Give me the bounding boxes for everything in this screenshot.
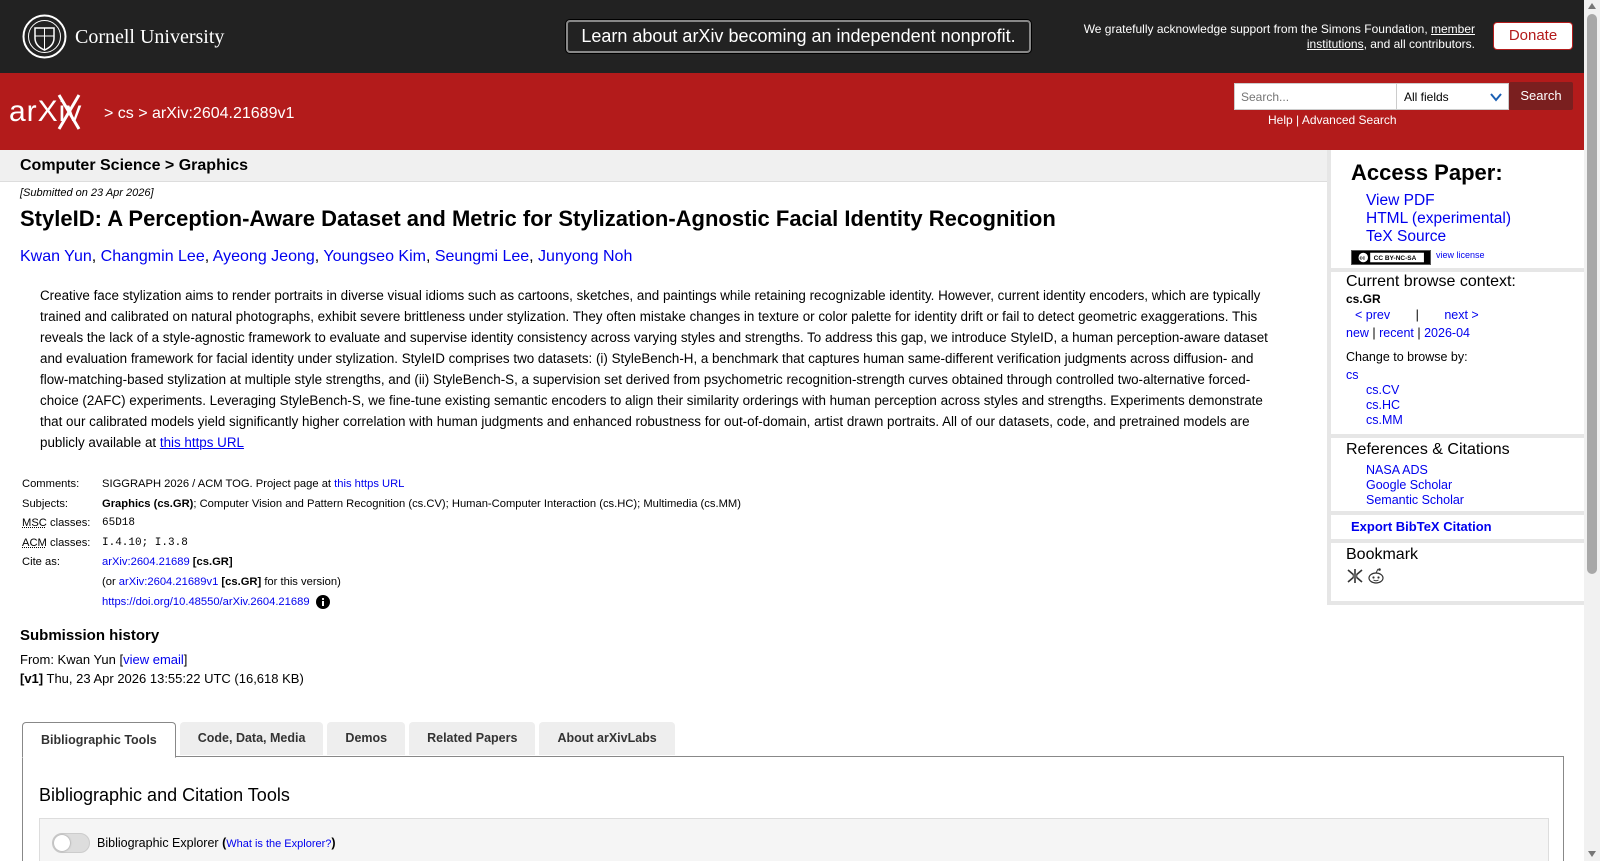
help-sep: |	[1292, 113, 1302, 127]
abstract	[40, 285, 1280, 453]
primary-subject: Graphics (cs.GR)	[102, 497, 194, 510]
html-experimental-link[interactable]: HTML (experimental)	[1366, 210, 1511, 227]
search-button[interactable]: Search	[1509, 82, 1573, 110]
view-email-link[interactable]: view email	[123, 652, 184, 667]
abstract-text: Creative face stylization aims to render portraits in diverse visual idioms such as cartoons, sketches, and paintings while retaining recognizable identity. However, current identity encoders, which are typically trained and calibrated on natural photographs, exhibit severe brittleness under stylization. They often mistake changes in texture or color palette for identity drift or fail to detect geometric exaggerations. This reveals the lack of a style-agnostic framework to evaluate and supervise identity consistency across varying styles and strengths. To address this gap, we introduce StyleID, a human perception-aware dataset and evaluation framework for facial identity under stylization. StyleID comprises two datasets: (i) StyleBench-H, a benchmark that captures human same-different verification judgments across diffusion- and flow-matching-based stylization at multiple style strengths, and (ii) StyleBench-S, a supervision set derived from psychometric recognition-strength curves obtained through controlled two-alternative forced-choice (2AFC) experiments. Leveraging StyleBench-S, we fine-tune existing semantic encoders to align their similarity orderings with human perception across styles and strengths. Experiments demonstrate that our calibrated models yield significantly higher correlation with human judgments and enhanced robustness for out-of-domain, artist drawn portraits. All of our datasets, code, and pretrained models are publicly available at	[40, 288, 1268, 450]
donate-button[interactable]: Donate	[1493, 22, 1573, 50]
prev-link[interactable]: < prev	[1355, 308, 1391, 322]
page-scrollbar[interactable]	[1584, 0, 1600, 861]
subject-header	[0, 150, 1327, 182]
cite-version-row	[20, 574, 743, 594]
bookmark-icons	[1346, 567, 1385, 585]
author-link[interactable]: Youngseo Kim	[323, 248, 426, 265]
google-scholar-link[interactable]: Google Scholar	[1366, 478, 1453, 492]
tab-about-arxivlabs[interactable]: About arXivLabs	[539, 722, 674, 755]
acm-value: I.4.10; I.3.8	[102, 536, 188, 549]
references-title: References & Citations	[1346, 441, 1510, 458]
tab-panel	[22, 756, 1564, 861]
scroll-thumb[interactable]	[1587, 14, 1597, 574]
from-pre: From: Kwan Yun [	[20, 652, 124, 667]
cc-license-badge[interactable]	[1351, 250, 1431, 265]
month-link[interactable]: 2026-04	[1424, 326, 1470, 340]
author-link[interactable]: Seungmi Lee	[434, 248, 530, 265]
toggle-knob	[54, 835, 70, 851]
submission-history-title: Submission history	[20, 627, 160, 644]
acm-label	[20, 535, 100, 555]
cite-value	[100, 554, 743, 574]
msc-label-tail: classes:	[46, 517, 91, 529]
comments-text: SIGGRAPH 2026 / ACM TOG. Project page at	[102, 478, 335, 490]
acm-row	[20, 535, 743, 555]
browse-subcategories	[1366, 383, 1403, 428]
access-paper-title: Access Paper:	[1351, 160, 1503, 185]
nav-sep: |	[1368, 326, 1380, 340]
change-browse-title: Change to browse by:	[1346, 350, 1468, 364]
browse-context-title: Current browse context:	[1346, 273, 1516, 290]
doi-row	[20, 593, 743, 613]
prev-next-sep: |	[1415, 308, 1419, 322]
breadcrumb	[104, 105, 294, 123]
explorer-label	[97, 836, 336, 850]
cite-row	[20, 554, 743, 574]
author-link[interactable]: Ayeong Jeong	[212, 248, 315, 265]
new-link[interactable]: new	[1346, 326, 1369, 340]
acm-abbr: ACM	[22, 536, 47, 549]
cornell-university-name: Cornell University	[75, 26, 225, 48]
cite-version-value	[100, 574, 743, 594]
search-field-select[interactable]	[1396, 83, 1509, 110]
advanced-search-link[interactable]: Advanced Search	[1301, 113, 1397, 127]
tex-source-link[interactable]: TeX Source	[1366, 228, 1447, 245]
chevron-down-icon	[1490, 91, 1502, 103]
search-field-value: All fields	[1404, 90, 1449, 104]
other-subjects: ; Computer Vision and Pattern Recognition (cs.CV); Human-Computer Interaction (cs.HC); Multimedia (cs.MM)	[193, 497, 741, 510]
semantic-scholar-link[interactable]: Semantic Scholar	[1366, 493, 1464, 507]
breadcrumb-paper-id: arXiv:2604.21689v1	[152, 105, 295, 122]
nav-sep: |	[1413, 326, 1425, 340]
browse-cs-cv-link[interactable]: cs.CV	[1366, 383, 1400, 397]
tab-related-papers[interactable]: Related Papers	[409, 722, 535, 755]
paren-open: (	[218, 836, 227, 850]
tab-demos[interactable]: Demos	[327, 722, 405, 755]
version-tag: [v1]	[20, 671, 44, 686]
nasa-ads-link[interactable]: NASA ADS	[1366, 463, 1428, 477]
scroll-up-icon[interactable]	[1588, 3, 1596, 9]
access-links	[1366, 192, 1511, 246]
export-bibtex-link[interactable]: Export BibTeX Citation	[1351, 519, 1492, 534]
msc-row	[20, 515, 743, 535]
from-post: ]	[183, 652, 188, 667]
doi-link[interactable]: https://doi.org/10.48550/arXiv.2604.21689	[102, 595, 310, 608]
cite-version-post: for this version)	[261, 575, 341, 588]
support-acknowledgement	[1040, 22, 1475, 52]
info-icon[interactable]	[316, 595, 330, 609]
subjects-value	[100, 496, 743, 516]
panel-title: Bibliographic and Citation Tools	[39, 785, 290, 805]
cite-version-link[interactable]: arXiv:2604.21689v1	[118, 575, 219, 588]
paren-close: )	[331, 836, 336, 850]
author-link[interactable]: Kwan Yun	[20, 248, 92, 265]
browse-cs-mm-link[interactable]: cs.MM	[1366, 413, 1403, 427]
acm-label-tail: classes:	[46, 536, 91, 549]
support-tail: , and all contributors.	[1363, 37, 1475, 51]
breadcrumb-sep: >	[133, 105, 153, 122]
browse-cs-hc-link[interactable]: cs.HC	[1366, 398, 1401, 412]
prev-next-nav	[1355, 308, 1479, 322]
msc-value: 65D18	[102, 517, 136, 529]
svg-text:cc: cc	[1359, 255, 1366, 262]
breadcrumb-cs[interactable]: cs	[117, 105, 134, 122]
comments-row	[20, 476, 743, 496]
browse-cs-link[interactable]: cs	[1346, 368, 1359, 382]
explorer-label-text: Bibliographic Explorer	[97, 836, 219, 850]
cornell-seal-icon	[22, 14, 67, 59]
arxiv-logo-text: arXiv	[9, 95, 83, 128]
help-link[interactable]: Help	[1268, 113, 1293, 127]
explorer-toggle[interactable]	[52, 833, 90, 853]
references-links	[1366, 463, 1464, 508]
doi-value	[100, 593, 743, 613]
help-links	[1268, 113, 1397, 127]
license-badge-text: CC BY-NC-SA	[1373, 255, 1417, 263]
paper-title: StyleID: A Perception-Aware Dataset and Metric for Stylization-Agnostic Facial Identity Recognition	[20, 206, 1056, 231]
cite-version-pre: (or	[102, 575, 119, 588]
breadcrumb-sep: >	[104, 105, 118, 122]
cornell-topbar	[0, 0, 1584, 73]
author-list: Kwan Yun, Changmin Lee, Ayeong Jeong, Youngseo Kim, Seungmi Lee, Junyong Noh	[20, 248, 633, 265]
nonprofit-announcement-button[interactable]: Learn about arXiv becoming an independent nonprofit.	[566, 20, 1031, 53]
scroll-down-icon[interactable]	[1588, 851, 1596, 857]
search-input[interactable]	[1234, 83, 1397, 110]
version-date: Thu, 23 Apr 2026 13:55:22 UTC (16,618 KB)	[43, 671, 304, 686]
submitted-date: [Submitted on 23 Apr 2026]	[20, 187, 154, 199]
view-pdf-link[interactable]: View PDF	[1366, 192, 1435, 209]
metadata-table	[20, 476, 743, 613]
sidebar	[1327, 150, 1585, 605]
explorer-box	[39, 818, 1549, 861]
arxiv-logo[interactable]	[9, 91, 101, 133]
msc-abbr: MSC	[22, 517, 47, 529]
tab-bibliographic-tools[interactable]: Bibliographic Tools	[22, 722, 176, 758]
cite-label: Cite as:	[22, 556, 60, 568]
version-v1	[20, 671, 304, 686]
bookmark-title: Bookmark	[1346, 546, 1419, 563]
submission-from	[20, 652, 187, 667]
author-link[interactable]: Changmin Lee	[100, 248, 205, 265]
cc-license-icon	[1352, 251, 1430, 264]
cite-id-link[interactable]: arXiv:2604.21689	[102, 556, 190, 568]
author-link[interactable]: Junyong Noh	[538, 248, 633, 265]
arxiv-header	[0, 73, 1584, 150]
cornell-logo-link[interactable]	[22, 14, 224, 59]
member-institutions-link[interactable]: member institutions	[1306, 22, 1475, 51]
tab-code-data-media[interactable]: Code, Data, Media	[180, 722, 324, 755]
comments-value	[100, 476, 743, 496]
subject-header-title: Computer Science > Graphics	[20, 157, 249, 174]
labs-tabs	[22, 722, 679, 758]
view-license-link[interactable]: view license	[1436, 250, 1485, 260]
support-text: We gratefully acknowledge support from the Simons Foundation,	[1083, 22, 1431, 36]
msc-label	[20, 515, 100, 535]
what-is-explorer-link[interactable]: What is the Explorer?	[226, 838, 332, 850]
next-link[interactable]: next >	[1444, 308, 1479, 322]
subjects-label: Subjects:	[22, 497, 69, 510]
recent-link[interactable]: recent	[1379, 326, 1414, 340]
cite-category: [cs.GR]	[189, 556, 233, 568]
reddit-icon[interactable]	[1367, 567, 1385, 585]
subjects-row	[20, 496, 743, 516]
new-recent-nav	[1346, 326, 1470, 340]
abstract-url-link[interactable]: this https URL	[159, 435, 244, 450]
comments-label: Comments:	[22, 478, 80, 490]
project-page-link[interactable]: this https URL	[334, 478, 405, 490]
browse-current: cs.GR	[1346, 292, 1381, 306]
cite-version-category: [cs.GR]	[218, 575, 262, 588]
bibsonomy-icon[interactable]	[1346, 567, 1364, 585]
